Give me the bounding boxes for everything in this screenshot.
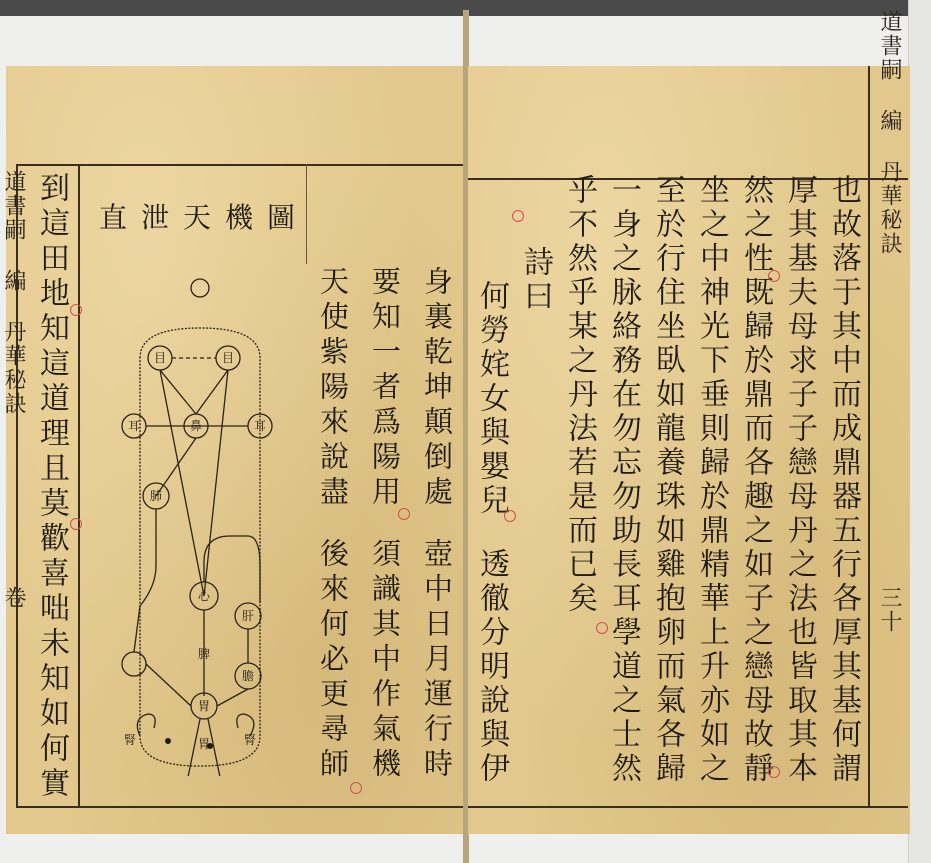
right-page <box>468 10 910 834</box>
red-stamp-mark <box>768 270 780 282</box>
label-stomach-lower: 胃 <box>197 737 211 751</box>
text-column-7: 乎不然乎某之丹法若是而已矣 <box>562 174 597 616</box>
poem-line-lower: 透徹分明說與伊 <box>474 548 509 786</box>
red-stamp-mark <box>504 510 516 522</box>
verse-column-1: 身裏乾坤顛倒處 <box>420 266 454 511</box>
label-ear-right: 耳 <box>253 419 267 433</box>
poem-line-upper: 何勞姹女與嬰兒 <box>474 280 509 518</box>
text-column-outer: 到這田地知這道理且莫歡喜咄未知如何實 <box>34 172 69 802</box>
frame-bottom-rule <box>16 806 464 808</box>
margin-juan: 卷 <box>1 586 26 610</box>
margin-divider <box>868 66 870 808</box>
label-nose: 鼻 <box>189 419 203 433</box>
red-stamp-mark <box>350 782 362 794</box>
label-ear-left: 耳 <box>127 419 141 433</box>
label-stomach: 胃 <box>197 699 211 713</box>
margin-title: 道書嗣 編 丹華秘訣 <box>1 170 26 416</box>
red-stamp-mark <box>70 518 82 530</box>
label-spleen: 脾 <box>197 647 211 661</box>
label-eye-left: 目 <box>153 351 167 365</box>
text-column-3: 然之性既歸於鼎而各趣之如子之戀母故靜 <box>738 174 773 786</box>
text-column-2: 厚其基夫母求子子戀母丹之法也皆取其本 <box>782 174 817 786</box>
verse-column-3: 天使紫陽來說盡 <box>316 266 350 511</box>
red-stamp-mark <box>512 210 524 222</box>
margin-title: 道書嗣 編 丹華秘訣 <box>877 10 902 256</box>
red-stamp-mark <box>70 304 82 316</box>
label-heart: 心 <box>197 589 211 603</box>
page-edge <box>908 0 931 863</box>
crown-circle <box>191 279 209 297</box>
verse-column-3-lower: 後來何必更尋師 <box>316 538 350 783</box>
label-lung: 肺 <box>149 489 163 503</box>
red-stamp-mark <box>596 622 608 634</box>
label-liver: 肝 <box>241 609 255 623</box>
frame-top-rule <box>16 164 464 166</box>
text-column-1: 也故落于其中而成鼎器五行各厚其基何謂 <box>826 174 861 786</box>
label-kidney-left: 腎 <box>123 733 137 747</box>
folio-number: 三十 <box>877 586 902 634</box>
text-column-5: 至於行住坐臥如龍養珠如雞抱卵而氣各歸 <box>650 174 685 786</box>
label-kidney-right: 腎 <box>243 733 257 747</box>
column-divider <box>78 164 80 806</box>
left-page <box>1 66 464 834</box>
text-column-4: 坐之中神光下垂則歸於鼎精華上升亦如之 <box>694 174 729 786</box>
label-eye-right: 目 <box>221 351 235 365</box>
text-column-6: 一身之脉絡務在勿忘勿助長耳學道之士然 <box>606 174 641 786</box>
label-gall: 膽 <box>241 669 255 683</box>
frame-bottom-rule <box>468 806 908 808</box>
verse-column-1-lower: 壺中日月運行時 <box>420 538 454 783</box>
red-stamp-mark <box>768 766 780 778</box>
diagram-title: 直泄天機圖 <box>98 201 309 234</box>
verse-column-2-lower: 須識其中作氣機 <box>368 538 402 783</box>
red-stamp-mark <box>398 508 410 520</box>
body-meridian-diagram <box>100 266 300 776</box>
poem-heading: 詩曰 <box>518 246 553 314</box>
verse-column-2: 要知一者爲陽用 <box>368 266 402 511</box>
